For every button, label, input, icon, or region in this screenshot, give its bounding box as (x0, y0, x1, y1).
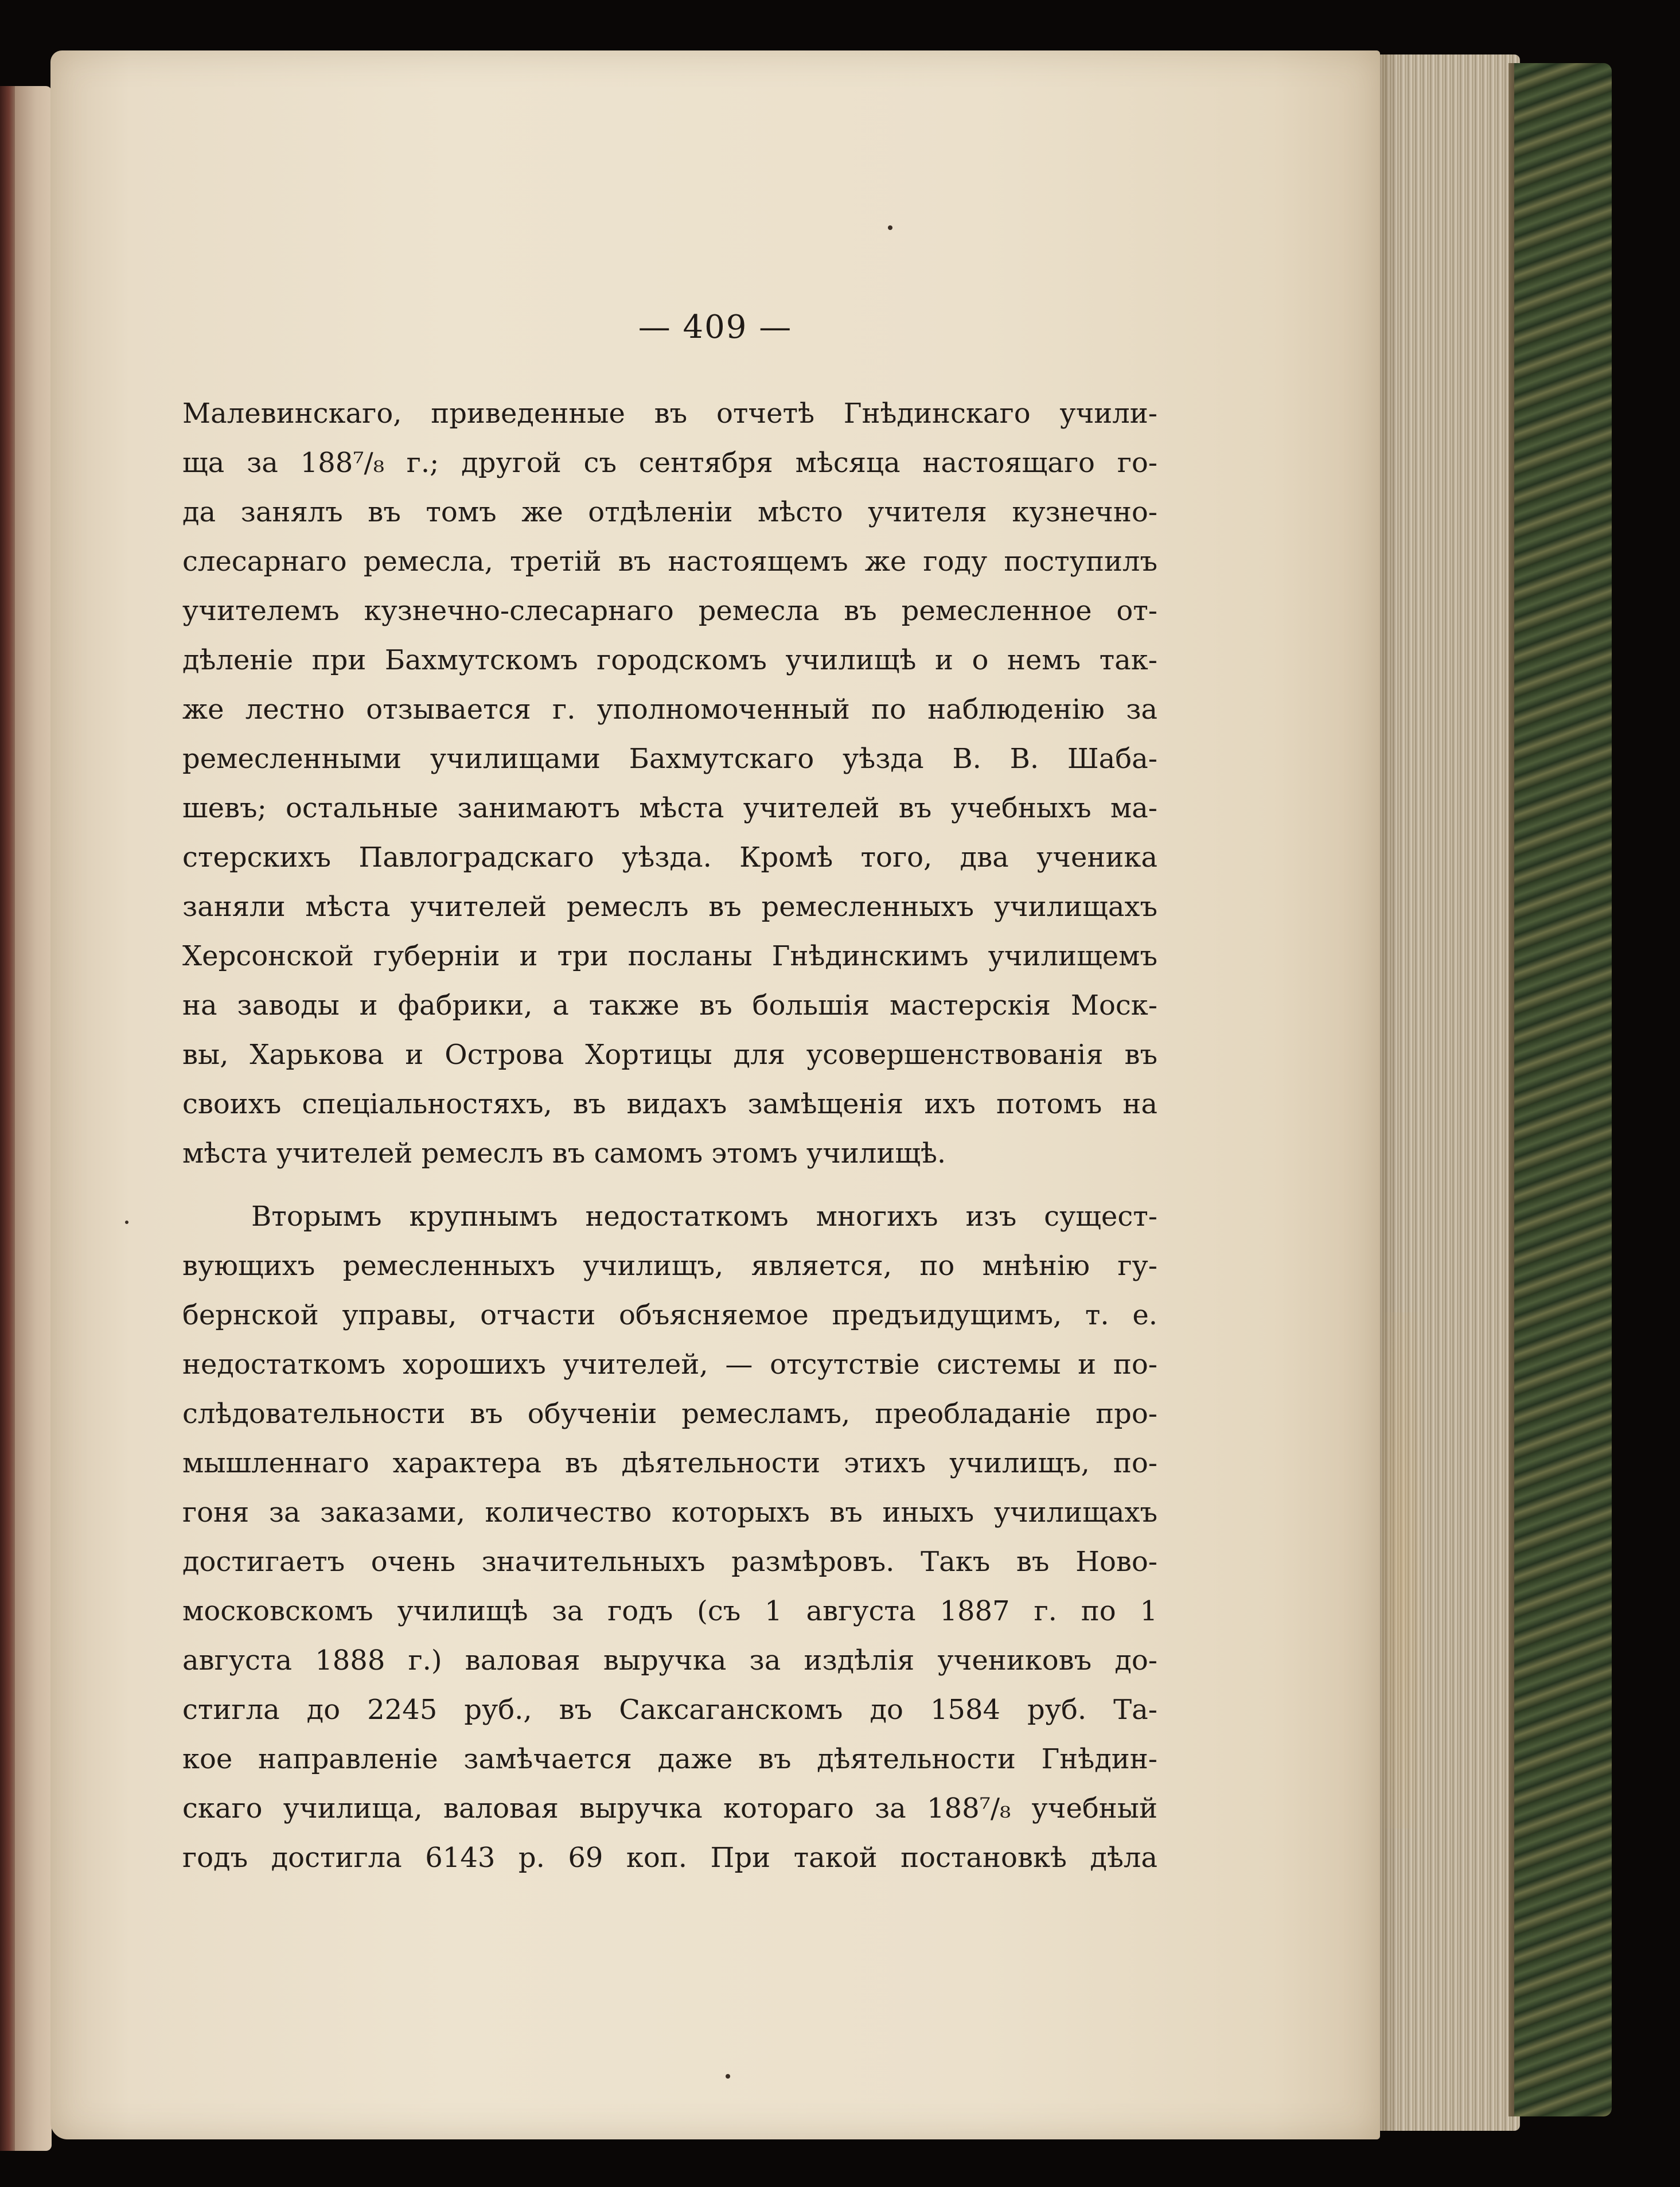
page-number: — 409 — (638, 309, 793, 346)
text-line: вы, Харькова и Острова Хортицы для усовершенствованія въ (182, 1039, 1157, 1071)
text-line: Малевинскаго, приведенные въ отчетѣ Гнѣдинскаго учили- (182, 397, 1157, 430)
paragraph-gap (182, 1178, 1157, 1192)
text-line: слесарнаго ремесла, третій въ настоящемъ же году поступилъ (182, 545, 1157, 578)
text-line: слѣдовательности въ обученіи ремесламъ, преобладаніе про- (182, 1398, 1157, 1430)
text-line: ремесленными училищами Бахмутскаго уѣзда В. В. Шаба- (182, 743, 1157, 775)
paper-speck (125, 1221, 128, 1224)
body-text (182, 389, 1157, 1882)
paper-speck (726, 2074, 730, 2079)
text-line: гоня за заказами, количество которыхъ въ иныхъ училищахъ (182, 1496, 1157, 1529)
text-line: мышленнаго характера въ дѣятельности этихъ училищъ, по- (182, 1447, 1157, 1479)
paper-speck (888, 225, 892, 230)
text-line: шевъ; остальные занимаютъ мѣста учителей въ учебныхъ ма- (182, 792, 1157, 824)
text-line: московскомъ училищѣ за годъ (съ 1 августа 1887 г. по 1 (182, 1595, 1157, 1627)
paragraph (182, 1192, 1157, 1882)
text-line: стерскихъ Павлоградскаго уѣзда. Кромѣ того, два ученика (182, 841, 1157, 874)
text-line: ща за 188⁷/₈ г.; другой съ сентября мѣсяца настоящаго го- (182, 447, 1157, 479)
paper-stain (1381, 1312, 1421, 1829)
text-line: недостаткомъ хорошихъ учителей, — отсутствіе системы и по- (182, 1348, 1157, 1381)
left-binding-edge (0, 86, 15, 2151)
text-line: да занялъ въ томъ же отдѣленіи мѣсто учителя кузнечно- (182, 496, 1157, 528)
text-line: же лестно отзывается г. уполномоченный по наблюденію за (182, 693, 1157, 726)
paragraph (182, 389, 1157, 1178)
text-line: скаго училища, валовая выручка котораго за 188⁷/₈ учебный (182, 1792, 1157, 1825)
text-line: Вторымъ крупнымъ недостаткомъ многихъ изъ сущест- (251, 1200, 1157, 1233)
text-line: вующихъ ремесленныхъ училищъ, является, по мнѣнію гу- (182, 1250, 1157, 1282)
text-line: бернской управы, отчасти объясняемое предъидущимъ, т. е. (182, 1299, 1157, 1331)
text-line: заняли мѣста учителей ремеслъ въ ремесленныхъ училищахъ (182, 891, 1157, 923)
text-line: августа 1888 г.) валовая выручка за издѣлія учениковъ до- (182, 1644, 1157, 1677)
book-page (50, 50, 1380, 2139)
text-line: стигла до 2245 руб., въ Саксаганскомъ до 1584 руб. Та- (182, 1694, 1157, 1726)
marbled-cover (1514, 63, 1612, 2116)
text-line: своихъ спеціальностяхъ, въ видахъ замѣщенія ихъ потомъ на (182, 1088, 1157, 1120)
text-line: на заводы и фабрики, а также въ большія мастерскія Моск- (182, 989, 1157, 1022)
text-line: Херсонской губерніи и три посланы Гнѣдинскимъ училищемъ (182, 940, 1157, 972)
text-line: годъ достигла 6143 р. 69 коп. При такой постановкѣ дѣла (182, 1842, 1157, 1874)
text-line: кое направленіе замѣчается даже въ дѣятельности Гнѣдин- (182, 1743, 1157, 1775)
text-line: мѣста учителей ремеслъ въ самомъ этомъ училищѣ. (182, 1137, 946, 1169)
text-line: достигаетъ очень значительныхъ размѣровъ. Такъ въ Ново- (182, 1546, 1157, 1578)
text-line: дѣленіе при Бахмутскомъ городскомъ училищѣ и о немъ так- (182, 644, 1157, 676)
text-line: учителемъ кузнечно-слесарнаго ремесла въ ремесленное от- (182, 595, 1157, 627)
